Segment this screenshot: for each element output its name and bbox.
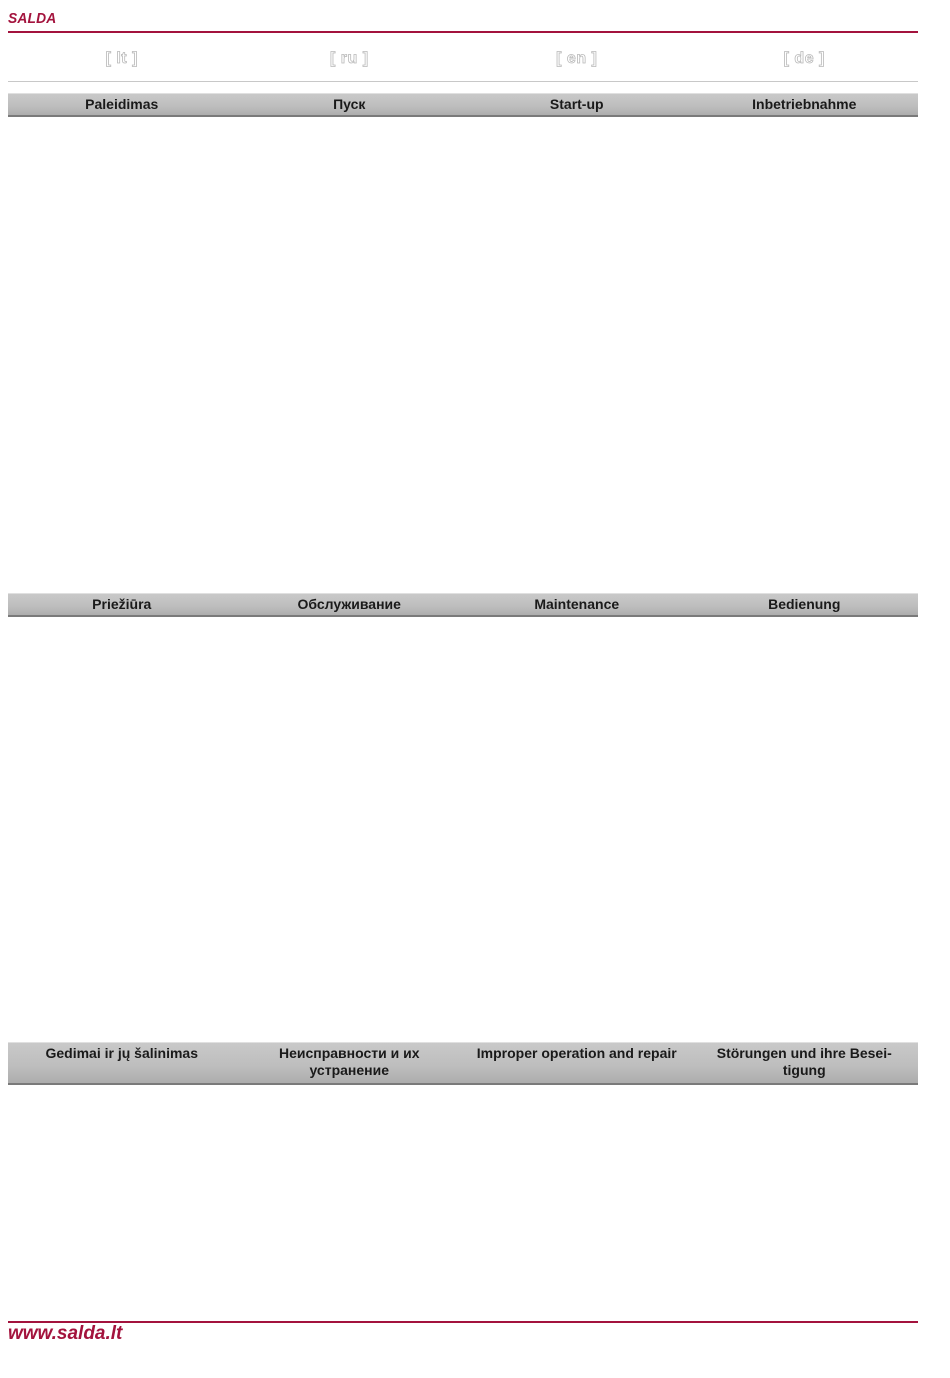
section-bar-startup: [8, 93, 918, 117]
language-label-ru: [ ru ]: [329, 50, 369, 67]
salda-logo: SALDA: [8, 10, 57, 27]
language-label-de: [ de ]: [783, 50, 825, 67]
section-heading-en: Start-up: [549, 96, 604, 112]
section-heading-lt: Gedimai ir jų šalinimas: [45, 1045, 198, 1061]
section-bar-troubleshooting: [8, 1042, 918, 1085]
section-heading-en: Improper operation and repair: [476, 1045, 677, 1061]
header-divider: [8, 31, 918, 33]
section-heading-de: Störungen und ihre Besei-tigung: [716, 1045, 892, 1078]
section-bar-maintenance: [8, 593, 918, 617]
section-heading-de: Bedienung: [768, 596, 841, 612]
section-heading-en: Maintenance: [534, 596, 620, 612]
language-label-lt: [ lt ]: [105, 50, 138, 67]
section-heading-lt: Paleidimas: [85, 96, 159, 112]
section-heading-ru: Неисправности и их устранение: [278, 1045, 420, 1078]
footer-divider: [8, 1321, 918, 1323]
footer-website-link[interactable]: www.salda.lt: [8, 1323, 123, 1344]
section-heading-lt: Priežiūra: [92, 596, 152, 612]
section-heading-ru: Обслуживание: [297, 596, 401, 612]
language-header-row: [8, 50, 918, 74]
section-heading-de: Inbetriebnahme: [752, 96, 857, 112]
section-heading-ru: Пуск: [333, 96, 366, 112]
language-label-en: [ en ]: [556, 50, 598, 67]
language-divider: [8, 81, 918, 82]
